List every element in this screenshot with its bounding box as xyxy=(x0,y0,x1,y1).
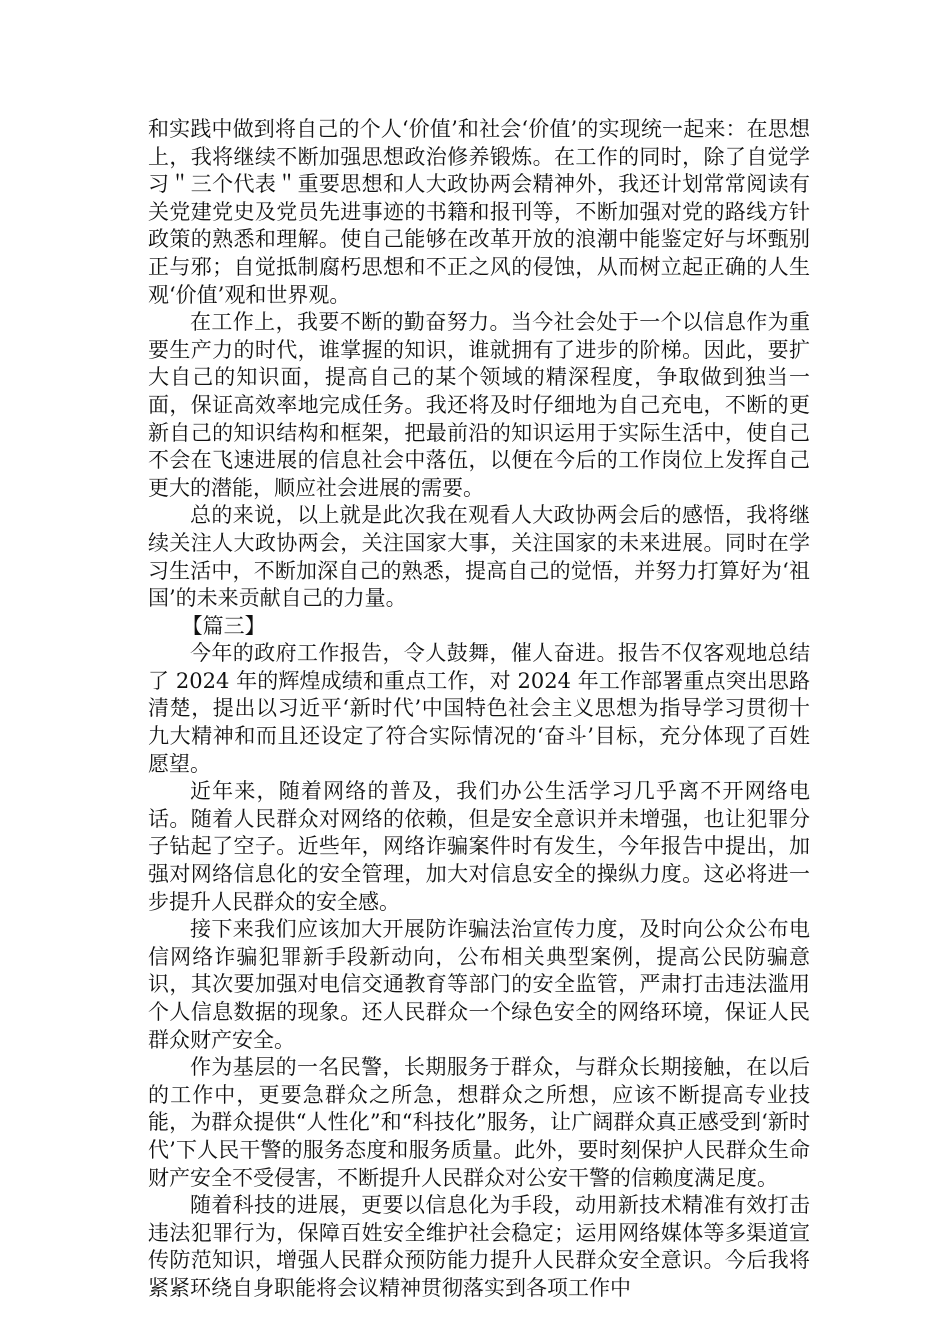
paragraph-continued: 和实践中做到将自己的个人‘价值’和社会‘价值’的实现统一起来：在思想上，我将继续不断加强思想政治修养锻炼。在工作的同时，除了自觉学习＂三个代表＂重要思想和人大政协两会精神外，我还计划常常阅读有关党建党史及党员先进事迹的书籍和报刊等，不断加强对党的路线方针政策的熟悉和理解。使自己能够在改革开放的浪潮中能鉴定好与坏甄别正与邪；自觉抵制腐朽思想和不正之风的侵蚀，从而树立起正确的人生观‘价值’观和世界观。 xyxy=(148,117,810,307)
paragraph-police: 作为基层的一名民警，长期服务于群众，与群众长期接触，在以后的工作中，更要急群众之所急，想群众之所想，应该不断提高专业技能，为群众提供“人性化”和“科技化”服务，让广阔群众真正感受到‘新时代’下人民干警的服务态度和服务质量。此外，要时刻保护人民群众生命财产安全不受侵害，不断提升人民群众对公安干警的信赖度满足度。 xyxy=(148,1055,810,1190)
paragraph-report: 今年的政府工作报告，令人鼓舞，催人奋进。报告不仅客观地总结了 2024 年的辉煌成绩和重点工作，对 2024 年工作部署重点突出思路清楚，提出以习近平‘新时代’中国特色社会主义思想为指导学习贯彻十九大精神和而且还设定了符合实际情况的‘奋斗’目标，充分体现了百姓愿望。 xyxy=(148,641,810,776)
paragraph-anti-fraud: 接下来我们应该加大开展防诈骗法治宣传力度，及时向公众公布电信网络诈骗犯罪新手段新动向，公布相关典型案例，提高公民防骗意识，其次要加强对电信交通教育等部门的安全监管，严肃打击违法滥用个人信息数据的现象。还人民群众一个绿色安全的网络环境，保证人民群众财产安全。 xyxy=(148,917,810,1052)
paragraph-work: 在工作上，我要不断的勤奋努力。当今社会处于一个以信息作为重要生产力的时代，谁掌握的知识，谁就拥有了进步的阶梯。因此，要扩大自己的知识面，提高自己的某个领域的精深程度，争取做到独当一面，保证高效率地完成任务。我还将及时仔细地为自己充电，不断的更新自己的知识结构和框架，把最前沿的知识运用于实际生活中，使自己不会在飞速进展的信息社会中落伍，以便在今后的工作岗位上发挥自己更大的潜能，顺应社会进展的需要。 xyxy=(148,310,810,500)
document-body xyxy=(148,116,810,1303)
paragraph-technology: 随着科技的进展，更要以信息化为手段，动用新技术精准有效打击违法犯罪行为，保障百姓安全维护社会稳定；运用网络媒体等多渠道宣传防范知识，增强人民群众预防能力提升人民群众安全意识。今后我将紧紧环绕自身职能将会议精神贯彻落实到各项工作中 xyxy=(148,1193,810,1300)
paragraph-summary: 总的来说，以上就是此次我在观看人大政协两会后的感悟，我将继续关注人大政协两会，关注国家大事，关注国家的未来进展。同时在学习生活中，不断加深自己的熟悉，提高自己的觉悟，并努力打算好为‘祖国’的未来贡献自己的力量。 xyxy=(148,503,810,611)
paragraph-network: 近年来，随着网络的普及，我们办公生活学习几乎离不开网络电话。随着人民群众对网络的依赖，但是安全意识并未增强，也让犯罪分子钻起了空子。近些年，网络诈骗案件时有发生，今年报告中提出，加强对网络信息化的安全管理，加大对信息安全的操纵力度。这必将进一步提升人民群众的安全感。 xyxy=(148,779,810,914)
section-heading: 【篇三】 xyxy=(181,613,266,638)
